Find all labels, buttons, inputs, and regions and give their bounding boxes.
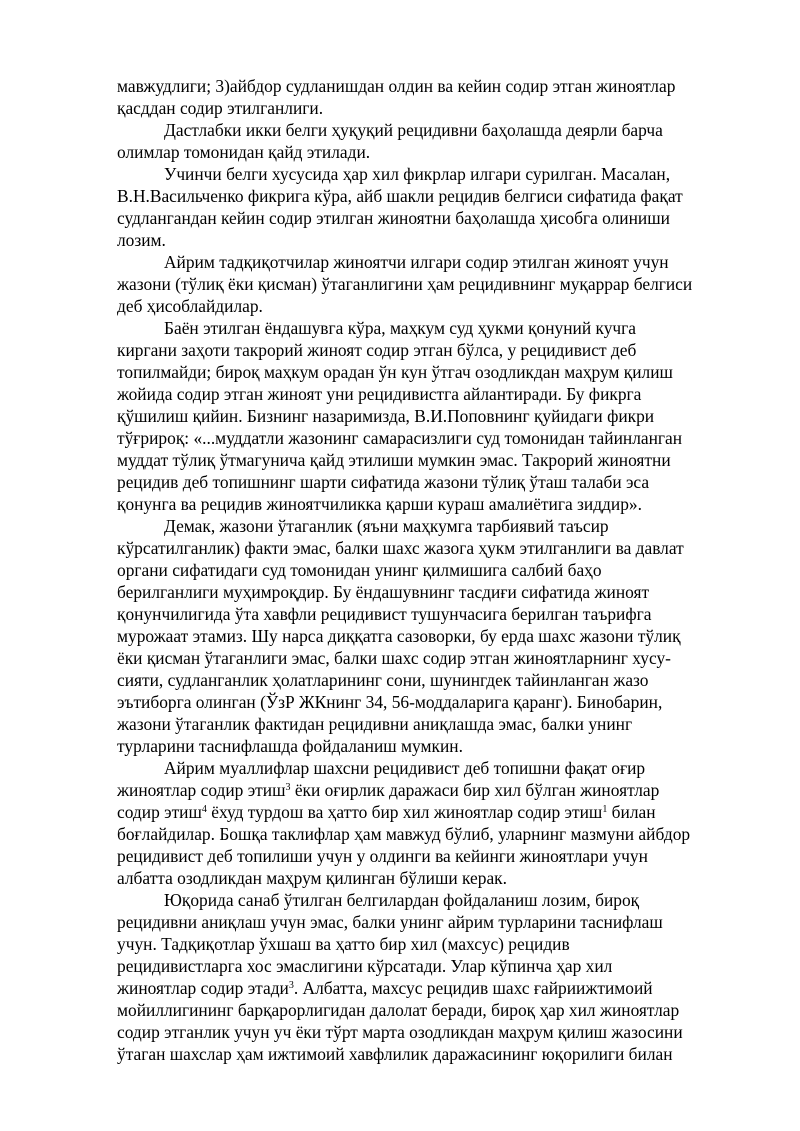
text-line: жиноятлар содир этади$^3$. Албатта, махсус рецидив шахс ғайриижтимоий (117, 978, 653, 998)
text-line: содир этганлик учун уч ёки тўрт марта озодликдан маҳрум қилиш жазосини (117, 1022, 683, 1042)
text-line: қонунга ва рецидив жиноятчиликка қарши кураш амалиётига зиддир». (117, 494, 642, 514)
text-line: муддат тўлиқ ўтмагунича қайд этилиши мумкин эмас. Такрорий жиноятни (117, 450, 671, 470)
text-line: кўрсатилганлик) факти эмас, балки шахс жазога ҳукм этилганлиги ва давлат (117, 538, 684, 558)
paragraph (117, 75, 730, 119)
text-line: жазони (тўлиқ ёки қисман) ўтаганлигини ҳам рецидивнинг муқаррар белгиси (117, 274, 693, 294)
text-line: деб ҳисоблайдилар. (117, 296, 263, 316)
text-line: боғлайдилар. Бошқа таклифлар ҳам мавжуд бўлиб, уларнинг мазмуни айбдор (117, 824, 691, 844)
text-line: Дастлабки икки белги ҳуқуқий рецидивни баҳолашда деярли барча (164, 120, 663, 140)
text-line: ёки қисман ўтаганлиги эмас, балки шахс содир этган жиноятларнинг хусу- (117, 648, 671, 668)
text-line: Юқорида санаб ўтилган белгилардан фойдаланиш лозим, бироқ (164, 890, 640, 910)
paragraph (117, 889, 730, 1065)
text-line: рецидивистларга хос эмаслигини кўрсатади. Улар кўпинча ҳар хил (117, 956, 613, 976)
text-line: Баён этилган ёндашувга кўра, маҳкум суд ҳукми қонуний кучга (164, 318, 636, 338)
text-line: қонунчилигида ўта хавфли рецидивист тушунчасига берилган таърифга (117, 604, 652, 624)
paragraph (117, 757, 730, 889)
text-line: лозим. (117, 230, 166, 250)
paragraph (117, 119, 730, 163)
text-line: Учинчи белги хусусида ҳар хил фикрлар илгари сурилган. Масалан, (164, 164, 671, 184)
text-line: берилганлиги муҳимроқдир. Бу ёндашувнинг тасдиғи сифатида жиноят (117, 582, 650, 602)
footnote-marker: 1 (602, 804, 608, 815)
text-line: мойиллигининг барқарорлигидан далолат беради, бироқ ҳар хил жиноятлар (117, 1000, 680, 1020)
text-line: Демак, жазони ўтаганлик (яъни маҳкумга тарбиявий таъсир (164, 516, 609, 536)
text-line: олимлар томонидан қайд этилади. (117, 142, 371, 162)
text-line: турларини таснифлашда фойдаланиш мумкин. (117, 736, 463, 756)
text-line: қасддан содир этилганлиги. (117, 98, 324, 118)
text-line: содир этиш$^4$ ёхуд турдош ва ҳатто бир хил жиноятлар содир этиш$^1$ билан (117, 802, 656, 822)
text-line: рецидив деб топишнинг шарти сифатида жазони тўлиқ ўташ талаби эса (117, 472, 650, 492)
text-line: албатта озодликдан маҳрум қилинган бўлиши керак. (117, 868, 507, 888)
paragraph (117, 317, 730, 515)
text-line: Айрим тадқиқотчилар жиноятчи илгари содир этилган жиноят учун (164, 252, 669, 272)
paragraph (117, 515, 730, 757)
footnote-marker: 3 (285, 782, 291, 793)
text-line: қўшилиш қийин. Бизнинг назаримизда, В.И.Поповнинг қуйидаги фикри (117, 406, 655, 426)
document-page (117, 75, 730, 1065)
footnote-marker: 4 (201, 804, 207, 815)
text-line: рецидивист деб топилиши учун у олдинги ва кейинги жиноятлари учун (117, 846, 648, 866)
text-line: рецидивни аниқлаш учун эмас, балки унинг айрим турларини таснифлаш (117, 912, 663, 932)
text-line: жазони ўтаганлик фактидан рецидивни аниқлашда эмас, балки унинг (117, 714, 633, 734)
footnote-marker: 3 (288, 980, 294, 991)
text-line: мавжудлиги; 3)айбдор судланишдан олдин ва кейин содир этган жиноятлар (117, 76, 676, 96)
text-line: эътиборга олинган (ЎзР ЖКнинг 34, 56-моддаларига қаранг). Бинобарин, (117, 692, 663, 712)
text-line: В.Н.Васильченко фикрига кўра, айб шакли рецидив белгиси сифатида фақат (117, 186, 683, 206)
paragraph (117, 163, 730, 251)
text-line: Айрим муаллифлар шахсни рецидивист деб топишни фақат оғир (164, 758, 646, 778)
text-line: тўғрироқ: «...муддатли жазонинг самарасизлиги суд томонидан тайинланган (117, 428, 683, 448)
text-line: органи сифатидаги суд томонидан унинг қилмишига салбий баҳо (117, 560, 602, 580)
text-line: мурожаат этамиз. Шу нарса диққатга сазоворки, бу ерда шахс жазони тўлиқ (117, 626, 681, 646)
text-line: киргани заҳоти такрорий жиноят содир этган бўлса, у рецидивист деб (117, 340, 637, 360)
text-line: ўтаган шахслар ҳам ижтимоий хавфлилик даражасининг юқорилиги билан (117, 1044, 673, 1064)
text-line: топилмайди; бироқ маҳкум орадан ўн кун ўтгач озодликдан маҳрум қилиш (117, 362, 673, 382)
text-line: судлангандан кейин содир этилган жиноятни баҳолашда ҳисобга олиниши (117, 208, 670, 228)
text-line: учун. Тадқиқотлар ўхшаш ва ҳатто бир хил (махсус) рецидив (117, 934, 570, 954)
text-line: сияти, судланганлик ҳолатларининг сони, шунингдек тайинланган жазо (117, 670, 649, 690)
text-line: жойида содир этган жиноят уни рецидивистга айлантиради. Бу фикрга (117, 384, 642, 404)
paragraph (117, 251, 730, 317)
text-line: жиноятлар содир этиш$^3$ ёки оғирлик даражаси бир хил бўлган жиноятлар (117, 780, 660, 800)
